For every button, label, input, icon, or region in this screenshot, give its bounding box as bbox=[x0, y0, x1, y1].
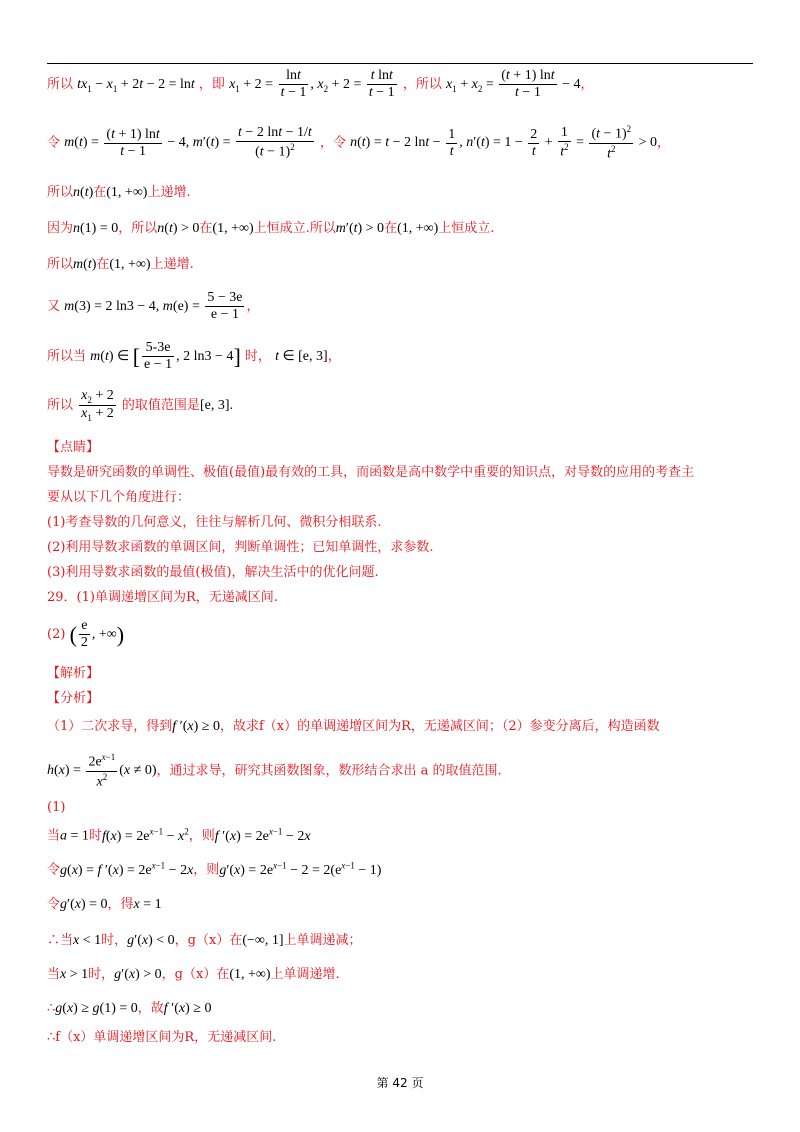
text: 又 bbox=[47, 298, 61, 314]
line-6: 又 m(3) = 2 ln3 − 4, m(e) = $\frac{5 - 3e}{e - 1}$ ， bbox=[47, 290, 260, 323]
paragraph-line: (1)考查导数的几何意义，往往与解析几何、微积分相联系. bbox=[47, 515, 382, 530]
text: 所以 bbox=[47, 76, 74, 92]
text: 令 bbox=[47, 862, 61, 878]
line-3: 所以n(t)在(1, +∞)上递增. bbox=[47, 185, 191, 200]
text: （1）二次求导，得到 bbox=[47, 719, 173, 734]
text: 令 bbox=[47, 135, 61, 151]
line-1: 所以 $tx_1 - x_1 + 2t - 2 = \ln t$ ，即 $x_1 + 2$ = $\frac{\ln t}{t - 1}$ , $x_2 + 2$ = $\frac{\text{t lnt}}{t - 1}$ ，所以 $x_1 + x_2$ = $\frac{(t + 1) \ln t}{t - 1}$ − 4， bbox=[47, 68, 594, 101]
text: 上恒成立.所以 bbox=[253, 221, 336, 236]
text: 令 bbox=[47, 897, 61, 912]
line-8: 所以 $\frac{x_2 + 2}{x_1 + 2}$ 的取值范围是[e, 3]. bbox=[47, 388, 233, 423]
line-5: 所以m(t)在(1, +∞)上递增. bbox=[47, 257, 194, 272]
text: ，得 bbox=[107, 897, 134, 912]
dianjing-heading: 【点睛】 bbox=[47, 440, 100, 455]
text: 上恒成立. bbox=[438, 221, 495, 236]
text: 上单调递增. bbox=[270, 967, 340, 982]
text: 因为 bbox=[47, 221, 74, 236]
solution-line-6: 当x > 1时，g′(x) > 0，g（x）在(1, +∞)上单调递增. bbox=[47, 967, 340, 982]
text: ∴ bbox=[47, 1001, 56, 1016]
solution-part-1: (1) bbox=[47, 800, 66, 815]
text: (2) bbox=[47, 626, 66, 642]
paragraph-line: 导数是研究函数的单调性、极值(最值)最有效的工具，而函数是高中数学中重要的知识点，对导数的应用的考查主 bbox=[47, 465, 695, 480]
text: ∴当 bbox=[47, 933, 74, 948]
text: 当 bbox=[47, 967, 61, 982]
solution-line-8: ∴f（x）单调递增区间为R，无递减区间. bbox=[47, 1030, 277, 1045]
solution-line-3: 令g(x) = f $'(x) = 2e^{x-1} - 2x$，则$g'(x) = 2e^{x-1} - 2 = 2(e^{x-1} - 1)$ bbox=[47, 860, 382, 878]
text: 上单调递减； bbox=[283, 933, 362, 948]
text: 所以 bbox=[47, 257, 74, 272]
text: ，故 bbox=[137, 1001, 164, 1016]
jiexi-heading: 【解析】 bbox=[47, 666, 100, 681]
line-7: 所以当 m(t) ∈ [ $\frac{5-3e}{e - 1}$ , 2 ln3 − 4] 时， t ∈ [e, 3]， bbox=[47, 340, 341, 373]
question-29-answer-1: 29．(1)单调递增区间为R，无递减区间. bbox=[47, 590, 278, 605]
text: 时， bbox=[88, 967, 115, 982]
text: 所以当 bbox=[47, 348, 87, 364]
text: 所以 bbox=[47, 185, 74, 200]
paragraph-line: (2)利用导数求函数的单调区间，判断单调性；已知单调性，求参数. bbox=[47, 540, 434, 555]
analysis-line-2: h(x) = $\frac{2e^{x-1}}{x^2}$ (x ≠ 0)，通过求导，研究其函数图象，数形结合求出 a 的取值范围. bbox=[47, 752, 502, 790]
text: ，通过求导，研究其函数图象，数形结合求出 a 的取值范围. bbox=[156, 763, 502, 779]
text: 在 bbox=[93, 185, 107, 200]
paragraph-line: (3)利用导数求函数的最值(极值)，解决生活中的优化问题. bbox=[47, 565, 379, 580]
text: ，故求f（x）的单调递增区间为R，无递减区间；（2）参变分离后，构造函数 bbox=[219, 719, 660, 734]
text: ，g（x）在 bbox=[161, 967, 230, 982]
analysis-line-1: （1）二次求导，得到f ′(x) ≥ 0，故求f（x）的单调递增区间为R，无递减区间；（2）参变分离后，构造函数 bbox=[47, 719, 660, 734]
text: ，令 bbox=[319, 135, 346, 151]
text: 上递增. bbox=[150, 257, 194, 272]
question-29-answer-2: (2) ( $\frac{e}{2}$ , +∞) bbox=[47, 618, 125, 651]
text: 时 bbox=[88, 828, 102, 844]
solution-line-5: ∴当x < 1时，g′(x) < 0，g（x）在(−∞, 1]上单调递减； bbox=[47, 933, 362, 948]
text: 上递增. bbox=[147, 185, 191, 200]
text: 所以 bbox=[47, 397, 74, 413]
solution-line-2: 当a = 1时$f(x) = 2e^{x-1} - x^2$，则f $'(x) = 2e^{x-1} - 2x$ bbox=[47, 826, 311, 844]
text: 时， bbox=[244, 348, 271, 364]
text: ，g（x）在 bbox=[174, 933, 243, 948]
text: ，即 bbox=[198, 76, 225, 92]
line-2: 令 m(t) = $\frac{(t + 1) \ln t}{t - 1}$ − 4, m′(t) = $\frac{t - 2 \ln t - 1/t}{(t - 1)^2}$ ，令 n(t) = t − 2 lnt − $\frac{1}{t}$ , n′(t) = 1 − $\frac{2}{t}$ + $\frac{1}{t^2}$ = $\frac{(t - 1)^2}{t^2}$ > 0， bbox=[47, 124, 671, 162]
text: ，则 bbox=[188, 828, 215, 844]
fenxi-heading: 【分析】 bbox=[47, 691, 100, 706]
line-4: 因为n(1) = 0，所以n(t) > 0在(1, +∞)上恒成立.所以m′(t) > 0在(1, +∞)上恒成立. bbox=[47, 221, 495, 236]
text: 当 bbox=[47, 828, 61, 844]
text: 在 bbox=[384, 221, 398, 236]
solution-line-4: 令g′(x) = 0，得x = 1 bbox=[47, 897, 162, 912]
text: ，所以 bbox=[402, 76, 442, 92]
page-number: 第 42 页 bbox=[376, 1076, 424, 1090]
text: 的取值范围是 bbox=[121, 397, 200, 413]
paragraph-line: 要从以下几个角度进行： bbox=[47, 490, 191, 505]
text: 在 bbox=[199, 221, 213, 236]
solution-line-7: ∴g(x) ≥ g(1) = 0，故f ′(x) ≥ 0 bbox=[47, 1001, 212, 1016]
header-rule bbox=[47, 63, 753, 64]
text: 在 bbox=[96, 257, 110, 272]
text: ，所以 bbox=[118, 221, 158, 236]
text: ，则 bbox=[193, 862, 220, 878]
text: 时， bbox=[101, 933, 128, 948]
